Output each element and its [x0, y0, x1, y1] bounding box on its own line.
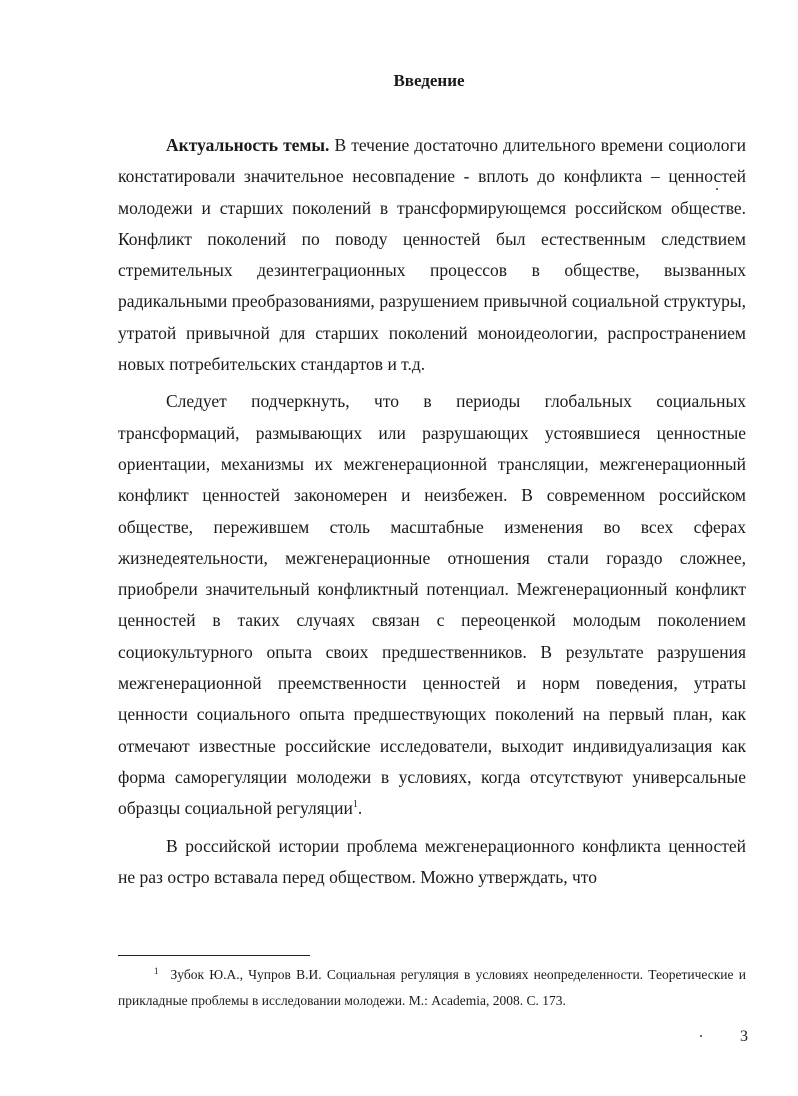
footnote-reference[interactable]: 1 [352, 799, 358, 811]
paragraph-lead: Актуальность темы. [166, 135, 330, 155]
footnote-marker: 1 [154, 965, 159, 976]
paragraph-2 [118, 386, 746, 824]
page-title: Введение [393, 71, 465, 90]
paragraph-1 [118, 130, 746, 380]
paragraph-text: Следует подчеркнуть, что в периоды глобальных социальных трансформаций, размывающих или разрушающих устоявшиеся ценностные ориентации, механизмы их межгенерационной трансляции, межгенерационный конфликт ценностей закономерен и неизбежен. В современном российском обществе, пережившем столь масштабные изменения во всех сферах жизнедеятельности, межгенерационные отношения стали гораздо сложнее, приобрели значительный конфликтный потенциал. Межгенерационный конфликт ценностей в таких случаях связан с переоценкой молодым поколением социокультурного опыта своих предшественников. В результате разрушения межгенерационной преемственности ценностей и норм поведения, утраты ценности социального опыта предшествующих поколений на первый план, как отмечают известные российские исследователи, выходит индивидуализация как форма саморегуляции молодежи в условиях, когда отсутствуют универсальные образцы социальной регуляции [118, 391, 746, 819]
footnote-line [118, 962, 746, 1014]
body-text [118, 130, 746, 893]
footnote-divider [118, 955, 310, 956]
paragraph-text: В течение достаточно длительного времени социологи констатировали значительное несовпадение - вплоть до конфликта – ценностей молодежи и старших поколений в трансформирующемся российском обществе. Конфликт поколений по поводу ценностей был естественным следствием стремительных дезинтеграционных процессов в обществе, вызванных радикальными преобразованиями, разрушением привычной социальной структуры, утратой привычной для старших поколений моноидеологии, распространением новых потребительских стандартов и т.д. [118, 135, 747, 375]
footnote-text: Зубок Ю.А., Чупров В.И. Социальная регуляция в условиях неопределенности. Теоретические и прикладные проблемы в исследовании молодежи. М.: Academia, 2008. С. 173. [118, 967, 746, 1008]
footnote [118, 962, 746, 1014]
scan-speck [700, 1035, 702, 1037]
paragraph-tail: . [357, 798, 363, 819]
paragraph-text: В российской истории проблема межгенерационного конфликта ценностей не раз остро вставала перед обществом. Можно утверждать, что [118, 835, 746, 887]
page-number: 3 [740, 1028, 748, 1045]
scan-speck [716, 188, 718, 190]
paragraph-3 [118, 831, 746, 894]
